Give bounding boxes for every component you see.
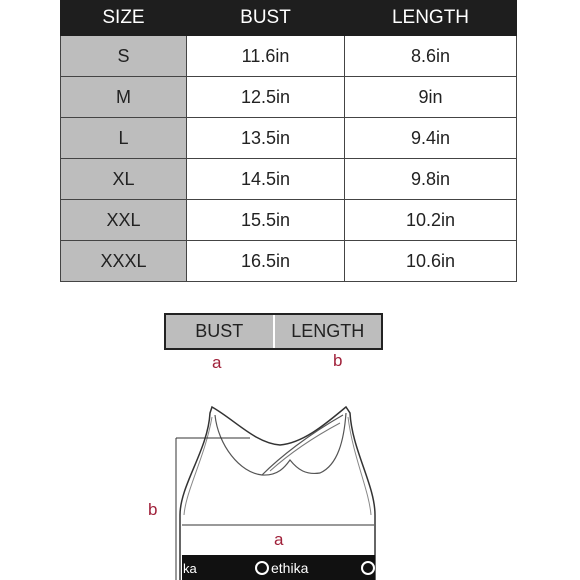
table-row <box>61 118 517 159</box>
bra-racerback <box>262 415 343 475</box>
table-row <box>61 200 517 241</box>
length-cell: 8.6in <box>345 36 517 77</box>
table-header-row <box>61 1 517 36</box>
diagram-bust-letter: a <box>274 530 284 549</box>
header-size: SIZE <box>61 1 187 36</box>
table-row <box>61 241 517 282</box>
bra-armhole-left <box>184 417 212 515</box>
length-cell: 10.2in <box>345 200 517 241</box>
diagram-length-letter: b <box>148 500 158 519</box>
sports-bra-diagram <box>140 395 400 580</box>
size-cell: XL <box>61 159 187 200</box>
size-cell: S <box>61 36 187 77</box>
length-cell: 9.8in <box>345 159 517 200</box>
bust-cell: 15.5in <box>187 200 345 241</box>
table-row <box>61 77 517 118</box>
bra-armhole-right <box>348 417 371 515</box>
header-bust: BUST <box>187 1 345 36</box>
bra-racerback-inner <box>270 423 340 471</box>
band-text-left: ka <box>183 561 197 576</box>
size-cell: L <box>61 118 187 159</box>
bust-cell: 16.5in <box>187 241 345 282</box>
legend-bust-letter: a <box>212 353 222 372</box>
size-cell: M <box>61 77 187 118</box>
length-cell: 10.6in <box>345 241 517 282</box>
bust-cell: 11.6in <box>187 36 345 77</box>
legend-length: LENGTH <box>273 315 382 348</box>
bust-cell: 12.5in <box>187 77 345 118</box>
size-chart-table <box>60 0 517 282</box>
size-cell: XXXL <box>61 241 187 282</box>
legend-length-letter: b <box>333 351 343 370</box>
table-row <box>61 36 517 77</box>
header-length: LENGTH <box>345 1 517 36</box>
legend-bust: BUST <box>166 315 273 348</box>
bust-cell: 13.5in <box>187 118 345 159</box>
length-cell: 9in <box>345 77 517 118</box>
bra-outline <box>180 407 375 580</box>
table-row <box>61 159 517 200</box>
length-cell: 9.4in <box>345 118 517 159</box>
size-cell: XXL <box>61 200 187 241</box>
bust-cell: 14.5in <box>187 159 345 200</box>
band-text-center: ethika <box>271 560 309 576</box>
measurement-legend <box>164 313 383 350</box>
